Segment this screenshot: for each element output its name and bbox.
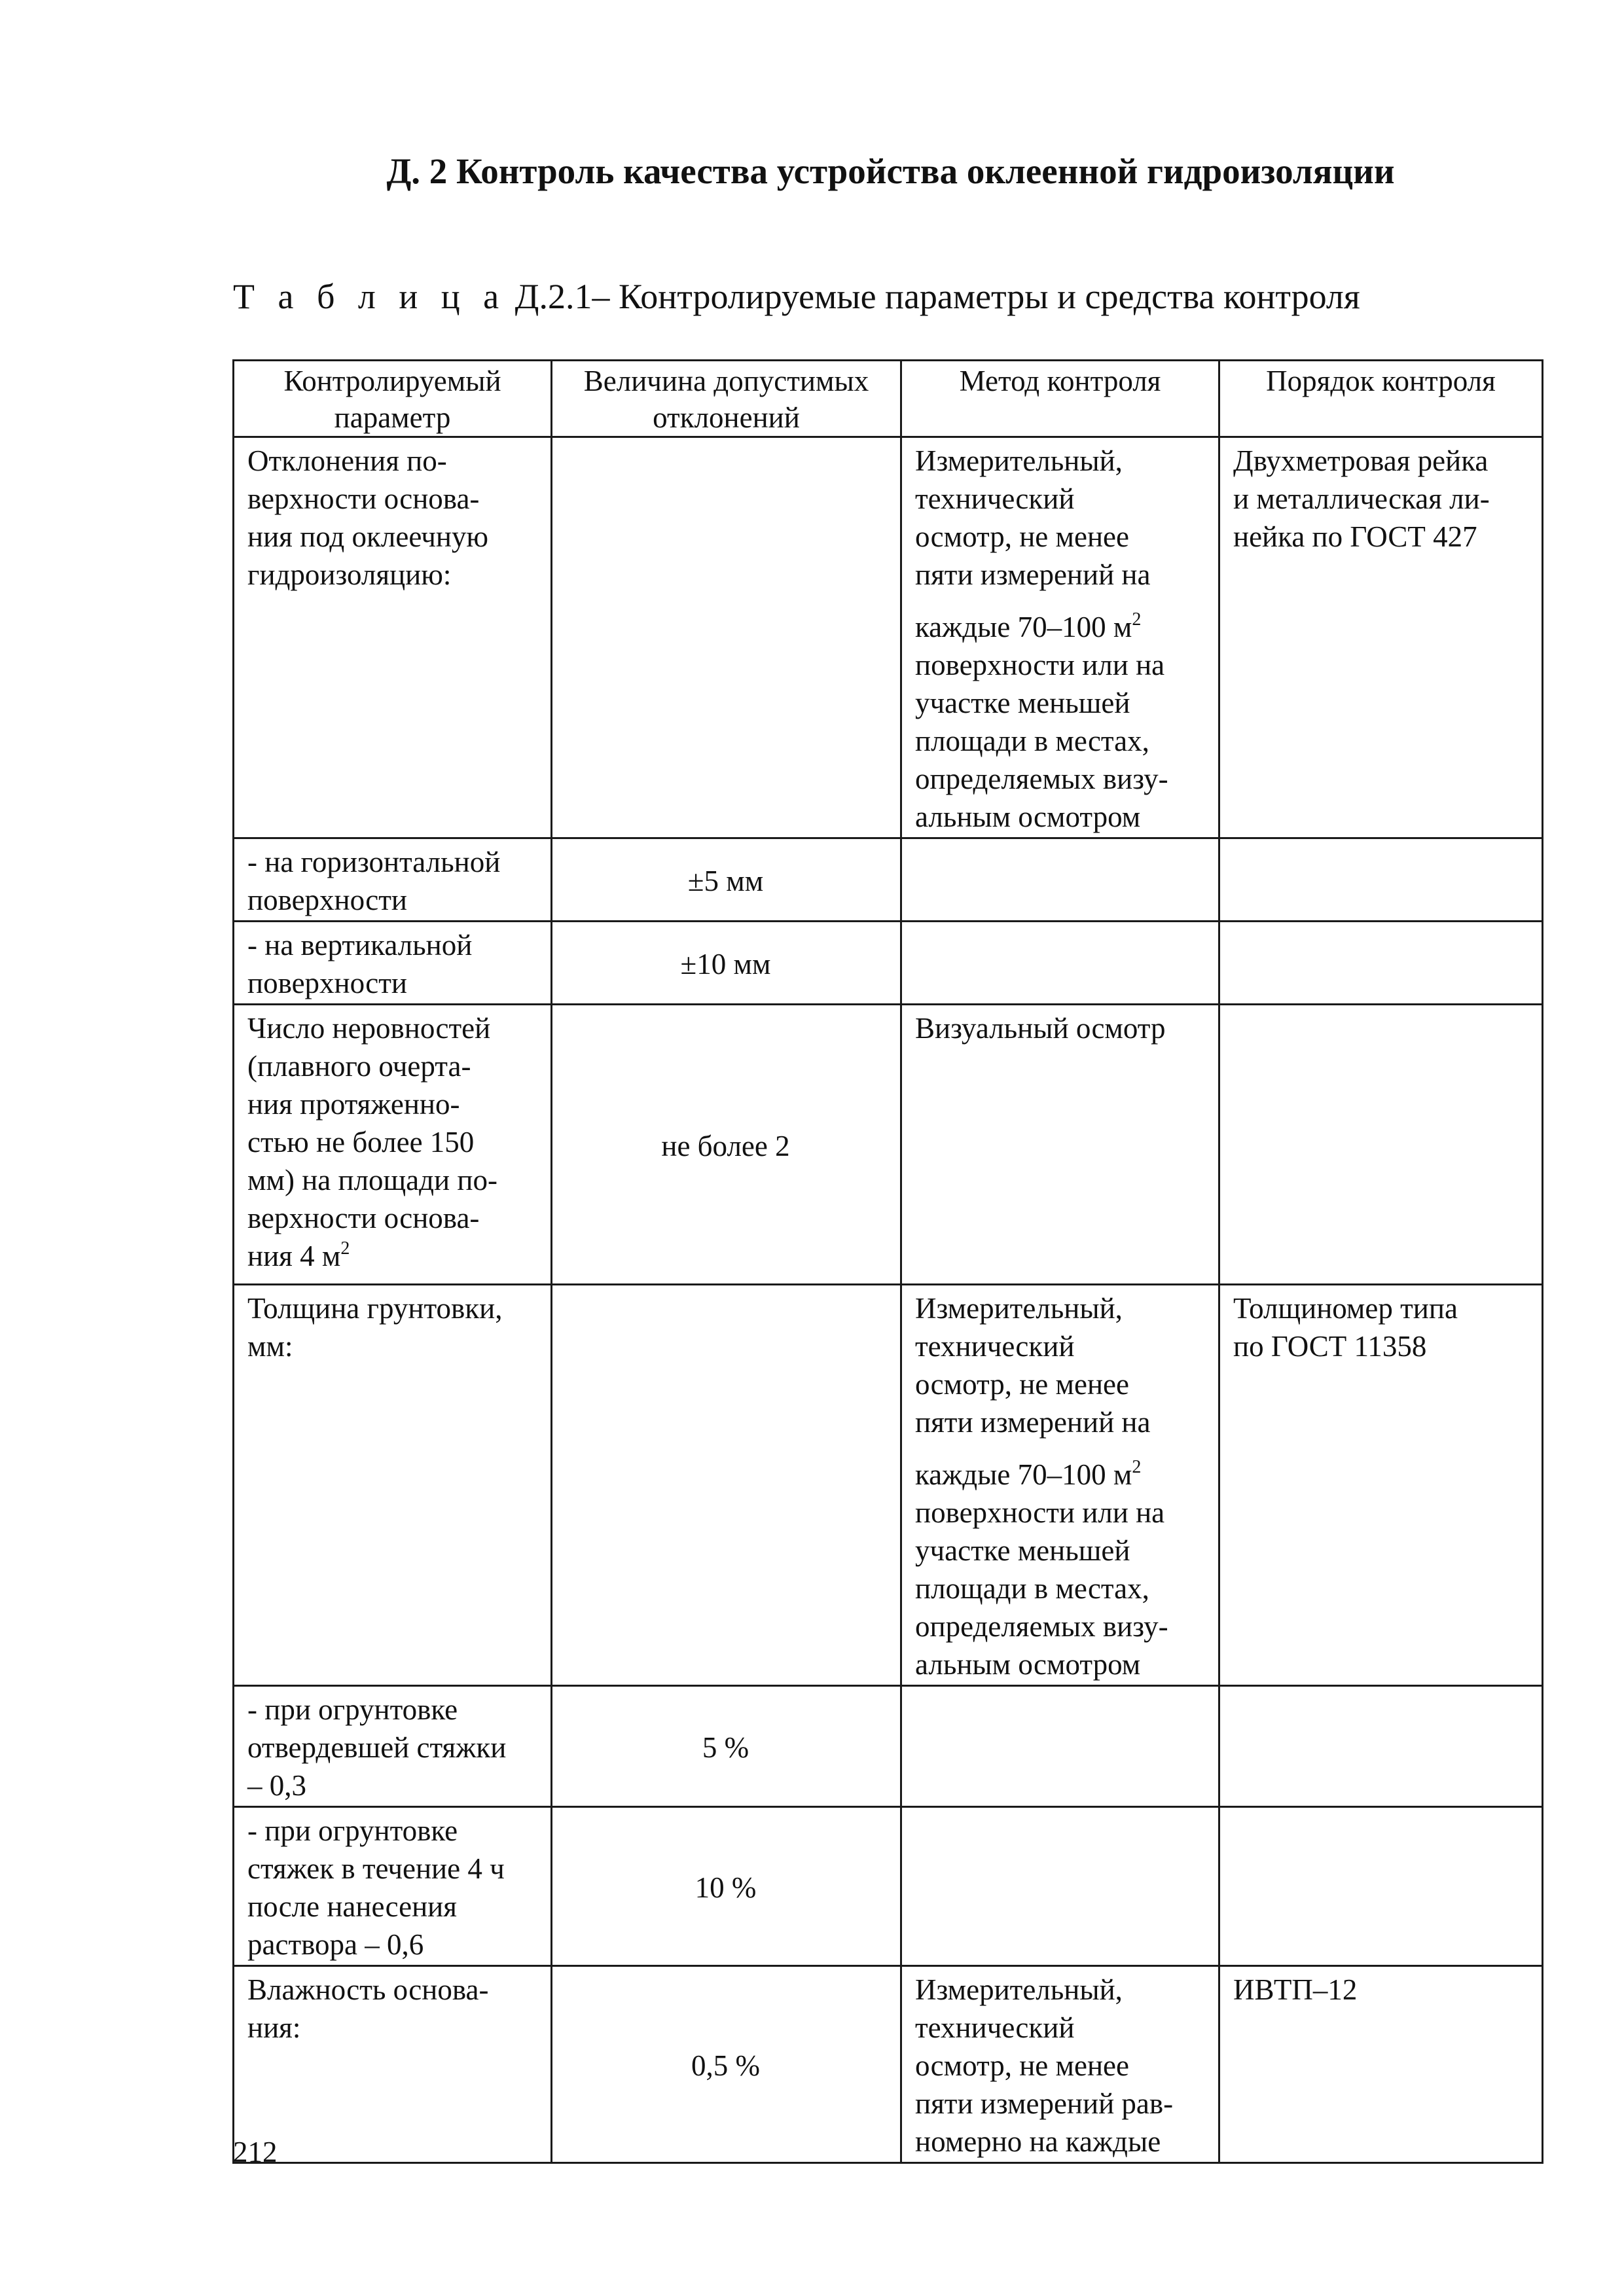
table-row <box>234 1285 1543 1686</box>
cell-order <box>1219 1285 1543 1686</box>
tolerance-value: ±5 мм <box>687 865 764 897</box>
cell-line: осмотр, не менее <box>915 2049 1129 2082</box>
cell-line: верхности основа- <box>247 1202 480 1234</box>
table-row <box>234 1686 1543 1807</box>
cell-method <box>901 838 1219 922</box>
cell-param <box>234 437 552 838</box>
cell-line: мм) на площади по- <box>247 1164 497 1196</box>
cell-text: каждые 70–100 м <box>915 611 1132 643</box>
section-heading: Д. 2 Контроль качества устройства оклеенной гидроизоляции <box>386 151 1395 191</box>
cell-line: Двухметровая рейка <box>1233 444 1489 477</box>
cell-line: альным осмотром <box>915 800 1141 833</box>
table-row <box>234 922 1543 1005</box>
cell-line: - на вертикальной <box>247 929 473 961</box>
cell-tolerance <box>552 1807 901 1966</box>
cell-line: отвердевшей стяжки <box>247 1731 507 1764</box>
cell-line: стью не более 150 <box>247 1126 475 1158</box>
cell-tolerance <box>552 838 901 922</box>
header-tolerance <box>552 361 901 437</box>
cell-line: - при огрунтовке <box>247 1693 458 1726</box>
cell-order <box>1219 838 1543 922</box>
cell-line: Толщина грунтовки, <box>247 1292 503 1325</box>
cell-line: и металлическая ли- <box>1233 482 1490 515</box>
cell-line: определяемых визу- <box>915 1610 1168 1643</box>
cell-line: Измерительный, <box>915 1292 1123 1325</box>
cell-line: Влажность основа- <box>247 1973 489 2006</box>
table-row <box>234 838 1543 922</box>
tolerance-value: не более 2 <box>661 1129 790 1162</box>
cell-line: Отклонения по- <box>247 444 447 477</box>
cell-line: поверхности <box>247 884 407 916</box>
cell-order <box>1219 1686 1543 1807</box>
cell-method <box>901 1285 1219 1686</box>
cell-text: ния 4 м <box>247 1240 341 1272</box>
cell-method <box>901 1807 1219 1966</box>
cell-order <box>1219 1966 1543 2163</box>
tolerance-value: 10 % <box>695 1871 757 1904</box>
cell-line: - на горизонтальной <box>247 846 501 878</box>
table-row <box>234 1005 1543 1285</box>
cell-param <box>234 1966 552 2163</box>
cell-method <box>901 1005 1219 1285</box>
cell-line: Визуальный осмотр <box>915 1012 1166 1045</box>
cell-line: пяти измерений на <box>915 558 1151 591</box>
cell-method <box>901 922 1219 1005</box>
cell-line: нейка по ГОСТ 427 <box>1233 520 1477 553</box>
cell-line: ИВТП–12 <box>1233 1973 1358 2006</box>
page-number: 212 <box>233 2136 278 2168</box>
cell-line: поверхности или на <box>915 1496 1165 1529</box>
header-line: Контролируемый <box>283 365 501 397</box>
table-caption <box>233 278 1360 316</box>
cell-line: осмотр, не менее <box>915 1368 1129 1401</box>
cell-line: по ГОСТ 11358 <box>1233 1330 1427 1363</box>
header-line: Порядок контроля <box>1266 365 1496 397</box>
tolerance-value: 5 % <box>702 1731 749 1764</box>
cell-line-with-superscript <box>915 1456 1212 1494</box>
cell-line: ния: <box>247 2011 301 2044</box>
header-line: параметр <box>334 401 451 434</box>
cell-line: Измерительный, <box>915 444 1123 477</box>
cell-line: гидроизоляцию: <box>247 558 452 591</box>
cell-line: альным осмотром <box>915 1648 1141 1681</box>
superscript: 2 <box>1132 609 1142 630</box>
cell-tolerance <box>552 922 901 1005</box>
header-order <box>1219 361 1543 437</box>
cell-method <box>901 1966 1219 2163</box>
cell-tolerance <box>552 1285 901 1686</box>
superscript: 2 <box>1132 1457 1142 1477</box>
table-caption-prefix: Т а б л и ц а <box>233 277 507 316</box>
table-body <box>234 437 1543 2163</box>
cell-line: технический <box>915 1330 1075 1363</box>
cell-param <box>234 1807 552 1966</box>
cell-line: поверхности <box>247 967 407 999</box>
cell-param <box>234 838 552 922</box>
table-header-row <box>234 361 1543 437</box>
cell-tolerance <box>552 1005 901 1285</box>
cell-text: каждые 70–100 м <box>915 1458 1132 1491</box>
cell-tolerance <box>552 437 901 838</box>
table-row <box>234 437 1543 838</box>
cell-line: осмотр, не менее <box>915 520 1129 553</box>
cell-param <box>234 1285 552 1686</box>
cell-line: площади в местах, <box>915 1572 1149 1605</box>
cell-method <box>901 1686 1219 1807</box>
header-line: отклонений <box>653 401 800 434</box>
cell-order <box>1219 922 1543 1005</box>
header-line: Метод контроля <box>959 365 1161 397</box>
cell-order <box>1219 437 1543 838</box>
cell-line: Толщиномер типа <box>1233 1292 1458 1325</box>
cell-line: верхности основа- <box>247 482 480 515</box>
cell-line: ния протяженно- <box>247 1088 460 1121</box>
cell-line: Число неровностей <box>247 1012 491 1045</box>
cell-line: пяти измерений рав- <box>915 2087 1174 2120</box>
cell-tolerance <box>552 1686 901 1807</box>
cell-line: – 0,3 <box>247 1769 306 1802</box>
cell-order <box>1219 1807 1543 1966</box>
cell-line: раствора – 0,6 <box>247 1928 424 1961</box>
cell-line: после нанесения <box>247 1890 457 1923</box>
cell-line: ния под оклеечную <box>247 520 489 553</box>
header-line: Величина допустимых <box>583 365 869 397</box>
cell-param <box>234 922 552 1005</box>
control-parameters-table <box>232 359 1543 2164</box>
superscript: 2 <box>340 1238 350 1259</box>
cell-order <box>1219 1005 1543 1285</box>
table-row <box>234 1966 1543 2163</box>
cell-line: площади в местах, <box>915 725 1149 757</box>
cell-line: поверхности или на <box>915 649 1165 681</box>
cell-line-with-superscript <box>247 1237 544 1275</box>
cell-line: - при огрунтовке <box>247 1814 458 1847</box>
header-parameter <box>234 361 552 437</box>
cell-line-with-superscript <box>915 608 1212 646</box>
cell-line: (плавного очерта- <box>247 1050 471 1083</box>
cell-line: мм: <box>247 1330 293 1363</box>
cell-method <box>901 437 1219 838</box>
tolerance-value: 0,5 % <box>691 2049 760 2082</box>
cell-line: участке меньшей <box>915 1534 1130 1567</box>
cell-line: определяемых визу- <box>915 762 1168 795</box>
cell-line: Измерительный, <box>915 1973 1123 2006</box>
cell-line: технический <box>915 2011 1075 2044</box>
cell-tolerance <box>552 1966 901 2163</box>
cell-param <box>234 1005 552 1285</box>
header-method <box>901 361 1219 437</box>
cell-line: стяжек в течение 4 ч <box>247 1852 505 1885</box>
cell-param <box>234 1686 552 1807</box>
cell-line: пяти измерений на <box>915 1406 1151 1439</box>
cell-line: технический <box>915 482 1075 515</box>
table-caption-text: Д.2.1– Контролируемые параметры и средства контроля <box>514 277 1360 316</box>
cell-line: участке меньшей <box>915 687 1130 719</box>
table-row <box>234 1807 1543 1966</box>
cell-line: номерно на каждые <box>915 2125 1161 2158</box>
tolerance-value: ±10 мм <box>680 948 771 980</box>
